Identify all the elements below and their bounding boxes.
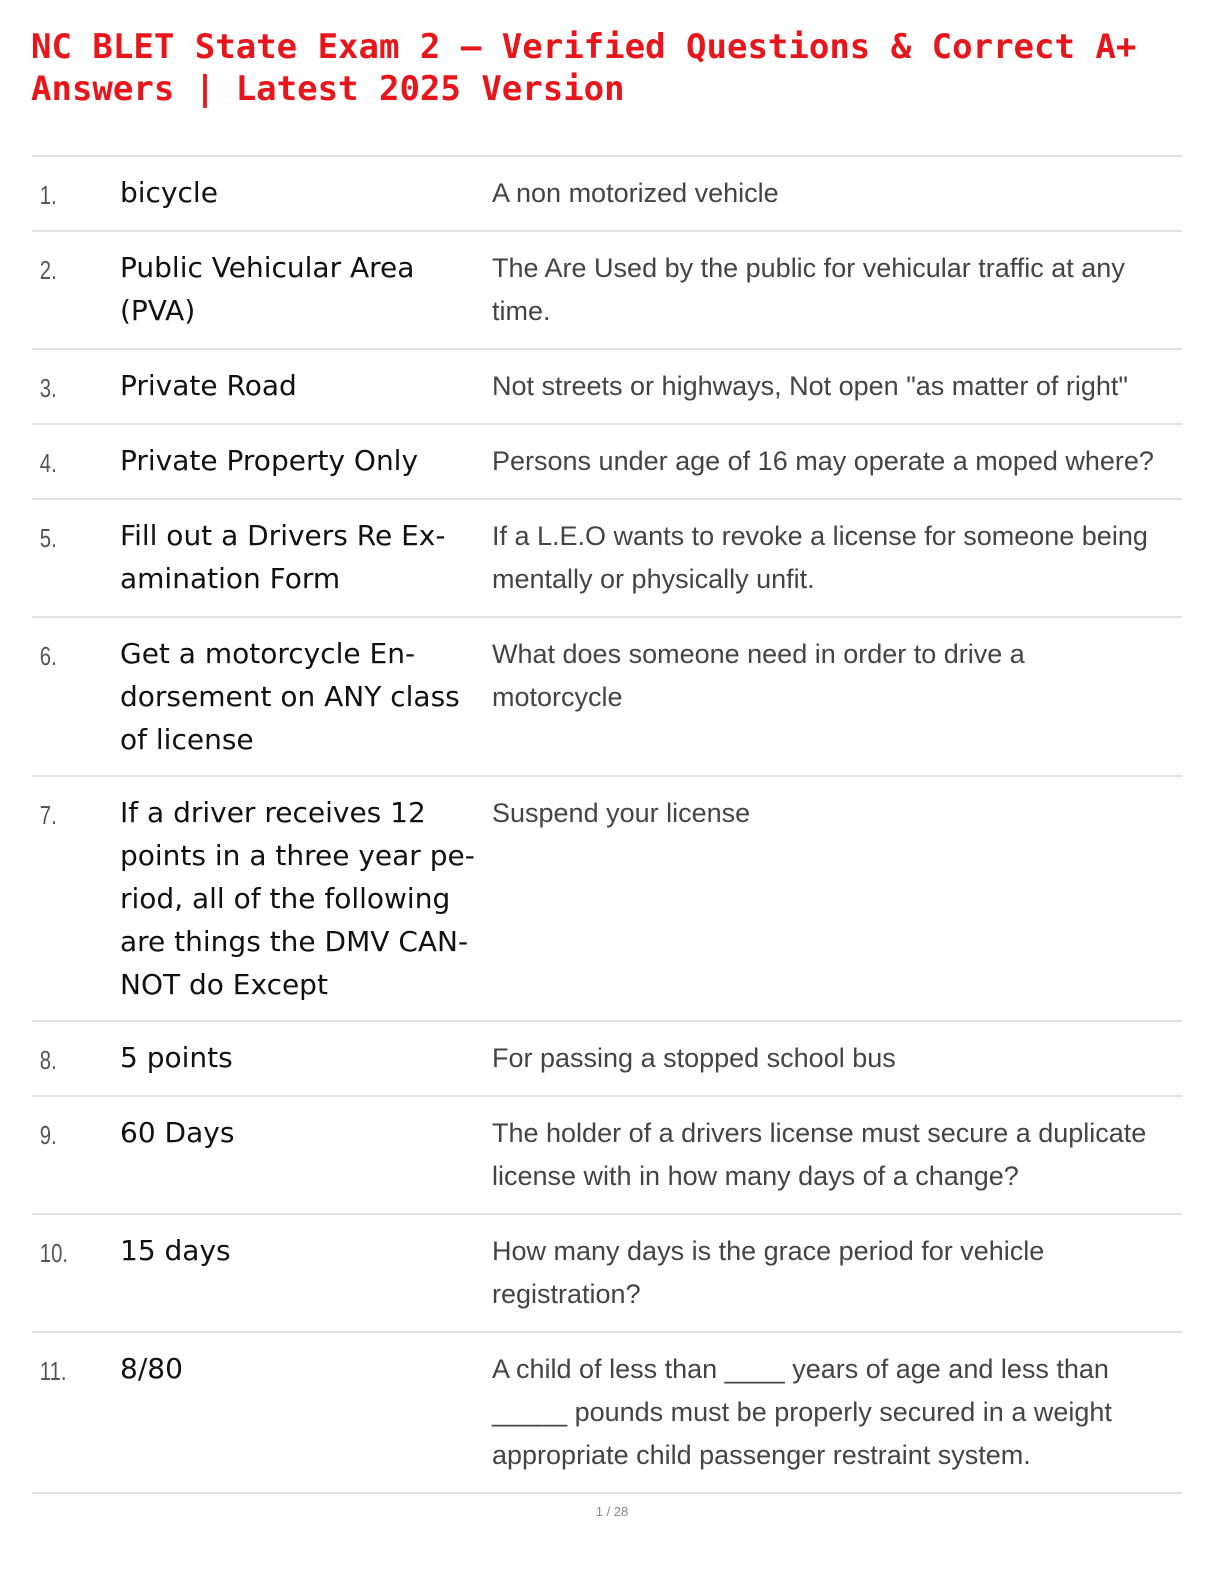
table-row xyxy=(32,1214,1182,1332)
table-row xyxy=(32,424,1182,499)
row-definition: The Are Used by the public for vehicular traffic at any time. xyxy=(492,253,1125,326)
table-row xyxy=(32,349,1182,424)
row-definition: A non motorized vehicle xyxy=(492,178,779,208)
row-definition: If a L.E.O wants to revoke a license for someone being mentally or physically unfit. xyxy=(492,521,1148,594)
row-term: If a driver receives 12 points in a three year pe-riod, all of the following are things the DMV CAN-NOT do Except xyxy=(120,796,475,1001)
row-number: 6. xyxy=(39,641,57,671)
row-term: 5 points xyxy=(120,1041,233,1074)
row-number: 7. xyxy=(39,800,57,830)
row-definition: The holder of a drivers license must secure a duplicate license with in how many days of a change? xyxy=(492,1118,1147,1191)
row-term: Private Road xyxy=(120,369,297,402)
row-number: 8. xyxy=(39,1045,57,1075)
row-number: 10. xyxy=(39,1238,69,1268)
table-row xyxy=(32,1096,1182,1214)
table-row xyxy=(32,499,1182,617)
row-number: 11. xyxy=(39,1356,67,1386)
table-row xyxy=(32,1021,1182,1096)
table-row xyxy=(32,156,1182,231)
row-number: 4. xyxy=(39,448,57,478)
row-number: 9. xyxy=(39,1120,57,1150)
flashcard-table xyxy=(32,155,1182,1494)
row-definition: A child of less than ____ years of age and less than _____ pounds must be properly secured in a weight appropriate child passenger restraint system. xyxy=(492,1354,1112,1470)
table-row xyxy=(32,617,1182,776)
row-definition: Persons under age of 16 may operate a moped where? xyxy=(492,446,1154,476)
row-number: 1. xyxy=(39,180,57,210)
row-term: Public Vehicular Area (PVA) xyxy=(120,251,415,327)
row-definition: Suspend your license xyxy=(492,798,751,828)
row-term: Private Property Only xyxy=(120,444,419,477)
row-number: 5. xyxy=(39,523,57,553)
table-row xyxy=(32,1332,1182,1493)
row-term: Get a motorcycle En-dorsement on ANY class of license xyxy=(120,637,460,756)
row-definition: How many days is the grace period for vehicle registration? xyxy=(492,1236,1045,1309)
row-definition: What does someone need in order to drive a motorcycle xyxy=(492,639,1025,712)
document-title: NC BLET State Exam 2 – Verified Questions & Correct A+ Answers | Latest 2025 Version xyxy=(31,27,1137,109)
table-row xyxy=(32,231,1182,349)
table-row xyxy=(32,776,1182,1021)
row-number: 2. xyxy=(39,255,57,285)
row-definition: Not streets or highways, Not open "as matter of right" xyxy=(492,371,1128,401)
row-term: 8/80 xyxy=(120,1352,183,1385)
page-indicator: 1 / 28 xyxy=(595,1504,629,1519)
row-number: 3. xyxy=(39,373,57,403)
row-term: Fill out a Drivers Re Ex-amination Form xyxy=(120,519,446,595)
row-term: 60 Days xyxy=(120,1116,235,1149)
row-term: bicycle xyxy=(120,176,218,209)
row-term: 15 days xyxy=(120,1234,231,1267)
row-definition: For passing a stopped school bus xyxy=(492,1043,896,1073)
